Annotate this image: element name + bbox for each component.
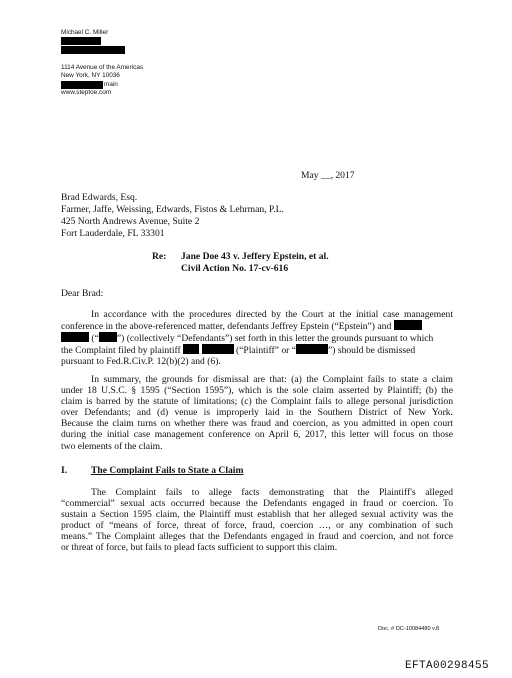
recipient-line-4: Fort Lauderdale, FL 33301 (61, 228, 165, 239)
paragraph-summary (61, 374, 453, 452)
paragraph-1-line-3 (61, 332, 453, 344)
redacted-plaintiff-first (183, 344, 199, 354)
bates-number: EFTA00298455 (405, 660, 490, 672)
re-civil-action: Civil Action No. 17-cv-616 (181, 263, 289, 274)
paragraph-2-line-4: over Defendants; and (d) venue is improperly laid in the Southern District of New York. (61, 407, 453, 419)
paragraph-fails-to-state (61, 487, 453, 554)
paragraph-procedures (61, 309, 453, 367)
paragraph-1-line-4 (61, 344, 453, 356)
re-case-title: Jane Doe 43 v. Jeffery Epstein, et al. (181, 251, 329, 262)
redacted-plaintiff-last (202, 344, 234, 354)
redacted-defendant-short (99, 332, 117, 342)
recipient-line-3: 425 North Andrews Avenue, Suite 2 (61, 216, 200, 227)
section-heading: The Complaint Fails to State a Claim (91, 465, 244, 476)
paragraph-3-line-6: or threat of force, but fails to plead facts sufficient to support this claim. (61, 542, 338, 554)
paragraph-1-line-2 (61, 320, 453, 332)
paragraph-2-line-2: under 18 U.S.C. § 1595 (“Section 1595”), which is the sole claim asserted by Plaintiff; (b) the (61, 385, 453, 397)
letterhead-phone-suffix: main (104, 81, 118, 88)
letter-date: May __, 2017 (301, 170, 355, 181)
paragraph-2-line-7: two elements of the claim. (61, 440, 163, 452)
paragraph-1-line-1: In accordance with the procedures directed by the Court at the initial case management (91, 309, 453, 320)
redacted-defendant-name-cont (61, 332, 89, 342)
paragraph-1-line-4-text: the Complaint filed by plaintiff (61, 345, 181, 357)
paragraph-1-line-3-open: (“ (91, 333, 99, 345)
paragraph-3-line-3: sustain a Section 1595 claim, the Plaintiff must establish that her alleged sexual activity was the (61, 509, 453, 521)
recipient-line-2: Farmer, Jaffe, Weissing, Edwards, Fistos & Lehrman, P.L. (61, 204, 284, 215)
paragraph-2-line-5: Because the claim turns on whether there was fraud and coercion, as you admitted in open court (61, 418, 453, 430)
paragraph-3-line-2: “commercial” sexual acts occurred because the Defendants engaged in fraud or coercion. To (61, 498, 453, 510)
redacted-main-phone (61, 81, 103, 89)
paragraph-1-line-3-text: ”) (collectively “Defendants”) set forth in this letter the grounds pursuant to which (116, 333, 434, 345)
paragraph-3-line-1: The Complaint fails to allege facts demonstrating that the Plaintiff's alleged (91, 487, 453, 498)
paragraph-3-line-4: product of “means of force, threat of force, fraud, coercion …, or any combination of such (61, 520, 453, 532)
paragraph-1-line-5: pursuant to Fed.R.Civ.P. 12(b)(2) and (6). (61, 356, 221, 368)
paragraph-2-line-6: during the initial case management conference on April 6, 2017, this letter will focus on those (61, 429, 453, 441)
paragraph-2-line-1: In summary, the grounds for dismissal are that: (a) the Complaint fails to state a claim (91, 374, 453, 385)
letterhead-address-2: New York, NY 10036 (61, 72, 120, 79)
redacted-sender-phone (61, 37, 101, 45)
redacted-defendant-name (394, 320, 422, 330)
salutation: Dear Brad: (61, 288, 104, 299)
sender-name: Michael C. Miller (61, 29, 109, 36)
paragraph-1-line-2-text: conference in the above-referenced matter, defendants Jeffrey Epstein (“Epstein”) and (61, 321, 392, 333)
paragraph-2-line-3: claim is barred by the statute of limitations; (c) the Complaint fails to allege personal jurisdiction (61, 396, 453, 408)
redacted-plaintiff-short (296, 344, 328, 354)
letterhead-address-1: 1114 Avenue of the Americas (61, 64, 144, 71)
paragraph-1-line-4-end: ”) should be dismissed (327, 345, 416, 357)
re-label: Re: (152, 251, 167, 262)
letterhead-website: www.steptoe.com (61, 89, 112, 96)
paragraph-1-line-4-plaintiff: (“Plaintiff” or “ (235, 345, 296, 357)
redacted-sender-email (61, 46, 125, 54)
recipient-line-1: Brad Edwards, Esq. (61, 192, 138, 203)
section-number: I. (61, 465, 68, 476)
paragraph-3-line-5: means.” The Complaint alleges that the Defendants engaged in fraud and coercion, and not force (61, 531, 453, 543)
doc-number: Doc. # DC-10084480 v.8 (378, 626, 440, 632)
